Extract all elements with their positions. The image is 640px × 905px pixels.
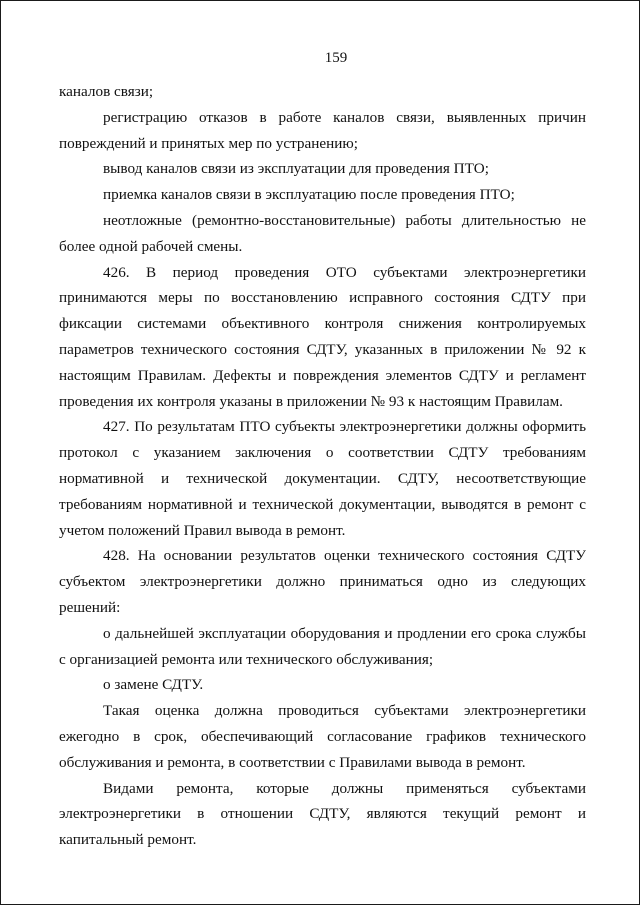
paragraph-repair-types: Видами ремонта, которые должны применяться субъектами электроэнергетики в отношении СДТУ, являются текущий ремонт и капитальный ремонт. — [59, 779, 586, 849]
page-number: 159 — [324, 50, 348, 66]
paragraph-decommission: вывод каналов связи из эксплуатации для проведения ПТО; — [103, 160, 489, 178]
paragraph-acceptance: приемка каналов связи в эксплуатацию после проведения ПТО; — [103, 186, 515, 204]
paragraph-urgent-works: неотложные (ремонтно-восстановительные) работы длительностью не более одной рабочей смены. — [59, 211, 586, 255]
paragraph-registration: регистрацию отказов в работе каналов связи, выявленных причин повреждений и принятых мер по устранению; — [59, 108, 586, 152]
paragraph-426: 426. В период проведения ОТО субъектами электроэнергетики принимаются меры по восстановлению исправного состояния СДТУ при фиксации системами объективного контроля снижения контролируемых параметров технического состояния СДТУ, указанных в приложении № 92 к настоящим Правилам. Дефекты и повреждения элементов СДТУ и регламент проведения их контроля указаны в приложении № 93 к настоящим Правилам. — [59, 263, 586, 410]
paragraph-further-operation: о дальнейшей эксплуатации оборудования и продлении его срока службы с организацией ремонта или технического обслуживания; — [59, 624, 586, 668]
paragraph-428: 428. На основании результатов оценки технического состояния СДТУ субъектом электроэнергетики должно приниматься одно из следующих решений: — [59, 547, 586, 616]
document-body — [59, 79, 586, 853]
paragraph-replacement: о замене СДТУ. — [103, 676, 204, 694]
paragraph-continuation: каналов связи; — [59, 83, 154, 100]
paragraph-427: 427. По результатам ПТО субъекты электроэнергетики должны оформить протокол с указанием заключения о соответствии СДТУ требованиям нормативной и технической документации. СДТУ, несоответствующие требованиям нормативной и технической документации, выводятся в ремонт с учетом положений Правил вывода в ремонт. — [59, 418, 586, 539]
paragraph-annual-assessment: Такая оценка должна проводиться субъектами электроэнергетики ежегодно в срок, обеспечивающий согласование графиков технического обслуживания и ремонта, в соответствии с Правилами вывода в ремонт. — [59, 702, 586, 771]
